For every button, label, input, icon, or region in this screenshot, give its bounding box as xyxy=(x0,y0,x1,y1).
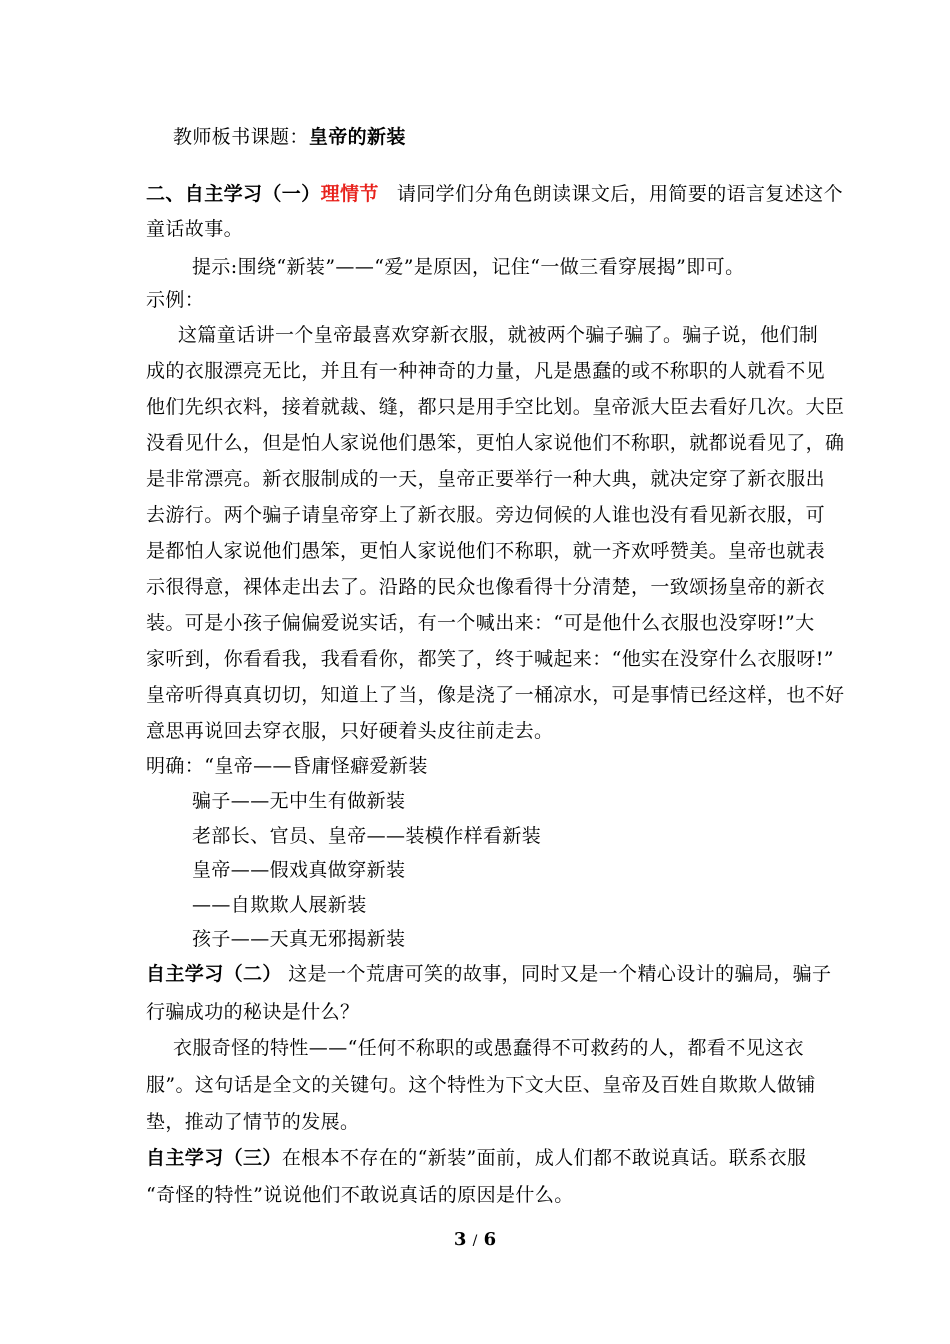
page-number xyxy=(0,1229,950,1250)
story-line: 成的衣服漂亮无比，并且有一种神奇的力量，凡是愚蠢的或不称职的人就看不见 xyxy=(146,360,826,382)
section2-heading: 二、自主学习（一） xyxy=(146,183,321,205)
story-line: 去游行。两个骗子请皇帝穿上了新衣服。旁边伺候的人谁也没有看见新衣服，可 xyxy=(146,504,826,526)
clarify-item: 孩子——天真无邪揭新装 xyxy=(192,928,406,950)
story-line: 装。可是小孩子偏偏爱说实话，有一个喊出来：“可是他什么衣服也没穿呀!”大 xyxy=(146,612,815,634)
lesson-title-label: 教师板书课题： xyxy=(173,126,309,148)
clarify-item: 皇帝——假戏真做穿新装 xyxy=(192,859,406,881)
story-line: 意思再说回去穿衣服，只好硬着头皮往前走去。 xyxy=(146,720,554,742)
story-line: 家听到，你看看我，我看看你，都笑了，终于喊起来：“他实在没穿什么衣服呀!” xyxy=(146,648,834,670)
answer-line: 衣服奇怪的特性——“任何不称职的或愚蠢得不可救药的人，都看不见这衣 xyxy=(173,1037,804,1059)
story-line: 没看见什么，但是怕人家说他们愚笨，更怕人家说他们不称职，就都说看见了，确 xyxy=(146,432,845,454)
question3-line xyxy=(146,1146,806,1170)
story-line: 是非常漂亮。新衣服制成的一天，皇帝正要举行一种大典，就决定穿了新衣服出 xyxy=(146,468,826,490)
clarify-line: 明确：“皇帝——昏庸怪癖爱新装 xyxy=(146,755,428,777)
section2-tag: 理情节 xyxy=(320,183,379,205)
question3-text: 在根本不存在的“新装”面前，成人们都不敢说真话。联系衣服 xyxy=(281,1147,807,1169)
example-label: 示例： xyxy=(146,289,205,311)
section2-prompt-cont: 童话故事。 xyxy=(146,218,244,240)
question2-line xyxy=(146,962,831,986)
question3-heading: 自主学习（三） xyxy=(146,1147,282,1169)
section2-hint: 提示:围绕“新装”——“爱”是原因，记住“一做三看穿展揭”即可。 xyxy=(192,256,745,278)
question2-text: 这是一个荒唐可笑的故事，同时又是一个精心设计的骗局，骗子 xyxy=(281,963,832,985)
page-total: 6 xyxy=(483,1229,497,1250)
page-separator: / xyxy=(472,1233,478,1249)
clarify-item: 老部长、官员、皇帝——装模作样看新装 xyxy=(192,825,542,847)
lesson-title: 皇帝的新装 xyxy=(308,126,406,148)
story-line: 是都怕人家说他们愚笨，更怕人家说他们不称职，就一齐欢呼赞美。皇帝也就表 xyxy=(146,540,826,562)
question2-heading: 自主学习（二） xyxy=(146,963,282,985)
clarify-item: ——自欺欺人展新装 xyxy=(192,894,367,916)
story-line: 示很得意，裸体走出去了。沿路的民众也像看得十分清楚，一致颂扬皇帝的新衣 xyxy=(146,576,826,598)
story-line: 皇帝听得真真切切，知道上了当，像是浇了一桶凉水，可是事情已经这样，也不好 xyxy=(146,684,845,706)
question3-text-cont: “奇怪的特性”说说他们不敢说真话的原因是什么。 xyxy=(146,1184,574,1206)
section2-prompt: 请同学们分角色朗读课文后，用简要的语言复述这个 xyxy=(396,183,844,205)
section2-heading-line xyxy=(146,182,843,206)
page-current: 3 xyxy=(453,1229,467,1250)
story-line: 这篇童话讲一个皇帝最喜欢穿新衣服，就被两个骗子骗了。骗子说，他们制 xyxy=(178,324,819,346)
story-line: 他们先织衣料，接着就裁、缝，都只是用手空比划。皇帝派大臣去看好几次。大臣 xyxy=(146,396,845,418)
question2-text-cont: 行骗成功的秘诀是什么？ xyxy=(146,1001,360,1023)
answer-line: 垫，推动了情节的发展。 xyxy=(146,1111,360,1133)
clarify-item: 骗子——无中生有做新装 xyxy=(192,790,406,812)
lesson-title-line xyxy=(173,125,406,149)
answer-line: 服”。这句话是全文的关键句。这个特性为下文大臣、皇帝及百姓自欺欺人做铺 xyxy=(146,1074,816,1096)
